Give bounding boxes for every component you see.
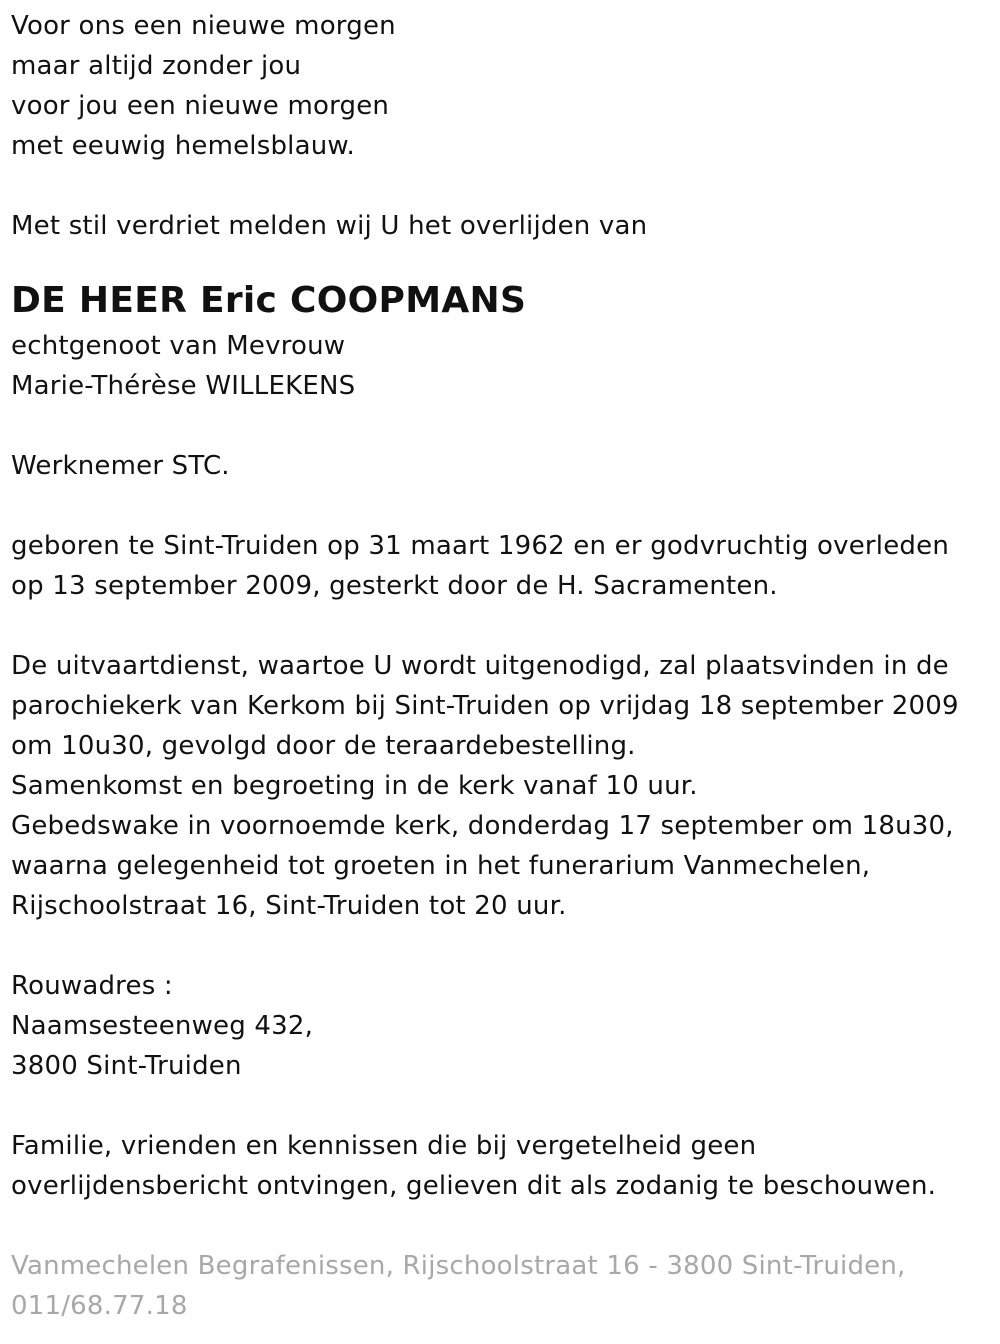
funeral-home-footer (11, 1246, 986, 1326)
paragraph-line: parochiekerk van Kerkom bij Sint-Truiden op vrijdag 18 september 2009 (11, 691, 959, 721)
mourning-address (11, 966, 986, 1086)
poem-line: voor jou een nieuwe morgen (11, 91, 390, 121)
obituary-notice (11, 6, 986, 1326)
paragraph-line: De uitvaartdienst, waartoe U wordt uitgenodigd, zal plaatsvinden in de (11, 651, 949, 681)
paragraph-line: Familie, vrienden en kennissen die bij vergetelheid geen (11, 1131, 757, 1161)
address-label: Rouwadres : (11, 971, 173, 1001)
announcement-text: Met stil verdriet melden wij U het overlijden van (11, 211, 648, 241)
address-street: Naamsesteenweg 432, (11, 1011, 314, 1041)
paragraph-line: geboren te Sint-Truiden op 31 maart 1962 en er godvruchtig overleden (11, 531, 950, 561)
poem-line: Voor ons een nieuwe morgen (11, 11, 396, 41)
poem-line: maar altijd zonder jou (11, 51, 302, 81)
spouse-line: echtgenoot van Mevrouw (11, 331, 346, 361)
paragraph-line: om 10u30, gevolgd door de teraardebestelling. (11, 731, 636, 761)
footer-phone: 011/68.77.18 (11, 1291, 188, 1321)
paragraph-line: op 13 september 2009, gesterkt door de H. Sacramenten. (11, 571, 778, 601)
birth-death-paragraph (11, 526, 986, 606)
closing-paragraph (11, 1126, 986, 1206)
occupation-text: Werknemer STC. (11, 451, 230, 481)
footer-line: Vanmechelen Begrafenissen, Rijschoolstraat 16 - 3800 Sint-Truiden, (11, 1251, 906, 1281)
funeral-service-paragraph (11, 646, 986, 926)
paragraph-line: Gebedswake in voornoemde kerk, donderdag 17 september om 18u30, (11, 811, 954, 841)
paragraph-line: overlijdensbericht ontvingen, gelieven dit als zodanig te beschouwen. (11, 1171, 937, 1201)
paragraph-line: waarna gelegenheid tot groeten in het funerarium Vanmechelen, (11, 851, 871, 881)
poem-line: met eeuwig hemelsblauw. (11, 131, 355, 161)
poem (11, 6, 986, 166)
address-city: 3800 Sint-Truiden (11, 1051, 242, 1081)
deceased-name: DE HEER Eric COOPMANS (11, 280, 527, 321)
paragraph-line: Rijschoolstraat 16, Sint-Truiden tot 20 uur. (11, 891, 567, 921)
spouse-name: Marie-Thérèse WILLEKENS (11, 371, 356, 401)
paragraph-line: Samenkomst en begroeting in de kerk vanaf 10 uur. (11, 771, 698, 801)
